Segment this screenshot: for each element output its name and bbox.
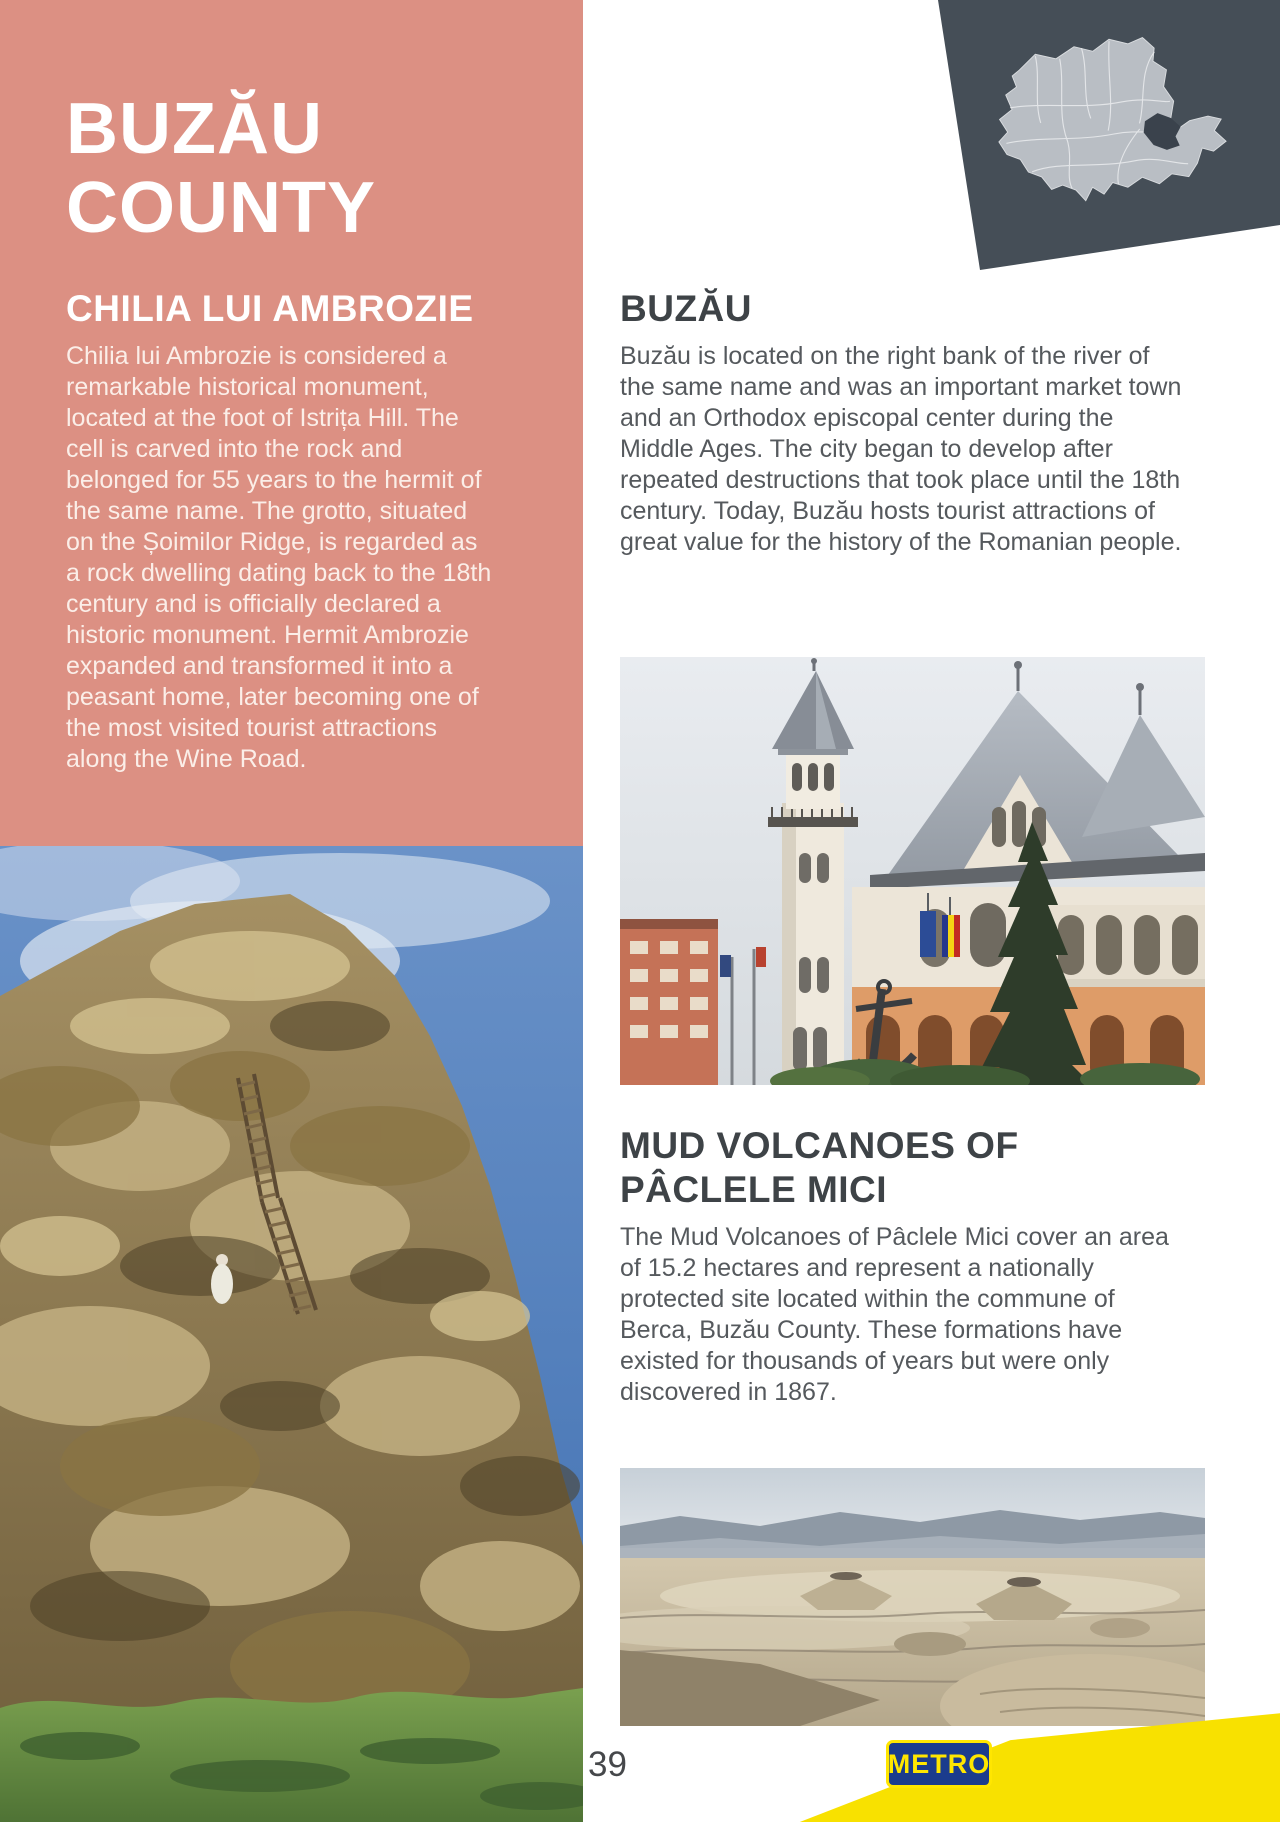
section-body-chilia: Chilia lui Ambrozie is considered a remarkable historical monument, located at the foot of Istrița Hill. The cell is carved into the rock and belonged for 55 years to the hermit of the same name. The grotto, situated on the Șoimilor Ridge, is regarded as a rock dwelling dating back to the 18th century and is officially declared a historic monument. Hermit Ambrozie expanded and transformed it into a peasant home, later becoming one of the most visited tourist attractions along the Wine Road. bbox=[66, 342, 492, 773]
buzau-communal-palace-photo bbox=[620, 657, 1205, 1085]
grass bbox=[0, 1688, 583, 1822]
rock-hermitage-photo bbox=[0, 846, 583, 1822]
section-body-mud-volcanoes: The Mud Volcanoes of Pâclele Mici cover an area of 15.2 hectares and represent a nationally protected site located within the commune of Berca, Buzău County. These formations have existed for thousands of years but were only discovered in 1867. bbox=[620, 1223, 1169, 1406]
mud-volcanoes-photo bbox=[620, 1468, 1205, 1726]
section-heading-chilia: CHILIA LUI AMBROZIE bbox=[66, 288, 474, 329]
section-body-buzau: Buzău is located on the right bank of the river of the same name and was an important market town and an Orthodox episcopal center during the Middle Ages. The city began to develop after repeated destructions that took place until the 18th century. Today, Buzău hosts tourist attractions of great value for the history of the Romanian people. bbox=[620, 342, 1182, 556]
page-number: 39 bbox=[588, 1745, 627, 1784]
background-apartment-block bbox=[620, 919, 718, 1085]
page-title: BUZĂU COUNTY bbox=[66, 89, 376, 248]
metro-logo bbox=[886, 1740, 992, 1788]
section-heading-buzau: BUZĂU bbox=[620, 288, 752, 329]
section-heading-mud-volcanoes: MUD VOLCANOES OF PÂCLELE MICI bbox=[620, 1125, 1019, 1210]
romania-map-badge bbox=[930, 0, 1280, 285]
metro-logo-text: METRO bbox=[887, 1748, 991, 1779]
